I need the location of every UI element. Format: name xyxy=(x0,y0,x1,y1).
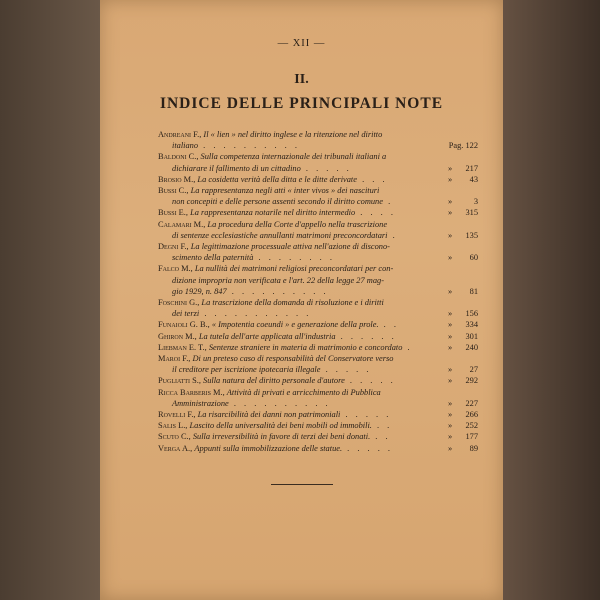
entry-title-line1: Appunti sulla immobilizzazione delle statue. xyxy=(194,443,343,453)
page-value: 292 xyxy=(465,376,478,386)
ditto-mark: » xyxy=(448,376,453,386)
leader-dots: . . . . . . . . xyxy=(253,253,335,263)
entry-text xyxy=(158,219,444,241)
entry-page xyxy=(444,252,478,263)
index-entry xyxy=(158,331,478,342)
entry-title-line1: La rappresentanza notarile nel diritto intermedio xyxy=(190,208,356,218)
entry-text xyxy=(158,297,444,319)
index-entry xyxy=(158,319,478,330)
entry-title-line2 xyxy=(158,163,444,174)
page-value: 301 xyxy=(465,331,478,341)
entry-page xyxy=(444,331,478,342)
ditto-mark: » xyxy=(448,286,453,296)
index-entry xyxy=(158,207,478,218)
entry-author: Bussi C., xyxy=(158,186,189,196)
entry-author: Calamari M., xyxy=(158,219,206,229)
leader-dots: . . . . . . xyxy=(335,331,397,341)
entry-author: Rovelli F., xyxy=(158,410,196,420)
ditto-mark: » xyxy=(448,208,453,218)
index-entry xyxy=(158,174,478,185)
entry-title-text: Amministrazione xyxy=(172,398,229,408)
page-value: 3 xyxy=(473,197,478,207)
leader-dots: . xyxy=(382,197,394,207)
page-value: Pag. 122 xyxy=(448,141,478,151)
entry-page xyxy=(444,174,478,185)
entry-title-line1: Sulla competenza internazionale dei tribunali italiani a xyxy=(200,152,387,162)
leader-dots: . xyxy=(387,230,398,240)
page-value: 81 xyxy=(469,286,478,296)
leader-dots: . . . . . . . . . . . xyxy=(199,309,312,319)
leader-dots: . . . . . . . . . . xyxy=(228,398,331,408)
ditto-mark: » xyxy=(448,410,453,420)
entry-author: Andreani F., xyxy=(158,130,202,139)
entry-title-line1: La procedura della Corte d'appello nella trascrizione xyxy=(207,219,388,229)
index-entry xyxy=(158,342,478,353)
entry-text xyxy=(158,375,444,386)
closing-rule xyxy=(271,484,333,485)
entry-title-line1: Lascito della universalità dei beni mobili od immobili. xyxy=(189,421,372,431)
leader-dots: . . . . xyxy=(355,208,396,218)
entry-author: Salis L., xyxy=(158,421,188,431)
entry-text xyxy=(158,409,444,420)
entry-author: Falco M., xyxy=(158,264,193,274)
page-value: 177 xyxy=(465,432,478,442)
entry-page xyxy=(444,342,478,353)
index-entry xyxy=(158,241,478,263)
entry-title-line2 xyxy=(158,140,444,151)
index-entry xyxy=(158,420,478,431)
entry-text xyxy=(158,241,444,263)
entry-author: Liebman E. T., xyxy=(158,342,207,352)
entry-page xyxy=(444,420,478,431)
entry-text xyxy=(158,207,444,218)
entry-author: Verga A., xyxy=(158,443,193,453)
entry-page xyxy=(444,364,478,375)
page-value: 156 xyxy=(465,309,478,319)
ditto-mark: » xyxy=(448,443,453,453)
entry-title-line1: La rappresentanza negli atti « inter vivos » dei nascituri xyxy=(190,186,380,196)
page-value: 240 xyxy=(465,342,478,352)
section-number: II. xyxy=(294,72,309,87)
entry-title-line1: La legittimazione processuale attiva nell'azione di discono- xyxy=(190,242,390,252)
entry-title-line3 xyxy=(158,286,444,297)
page-value: 315 xyxy=(465,208,478,218)
index-entry xyxy=(158,297,478,319)
entry-title-text: italiano xyxy=(172,141,199,151)
page-value: 334 xyxy=(465,320,478,330)
entry-text xyxy=(158,331,444,342)
ditto-mark: » xyxy=(448,342,453,352)
entry-author: Pugliatti S., xyxy=(158,376,201,386)
entry-author: Scuto C., xyxy=(158,432,191,442)
backdrop-left xyxy=(0,0,100,600)
entry-author: Ricca Barberis M., xyxy=(158,387,225,397)
index-entry xyxy=(158,263,478,297)
backdrop-right xyxy=(490,0,600,600)
leader-dots: . . . xyxy=(356,174,388,184)
entry-text xyxy=(158,151,444,173)
page-value: 60 xyxy=(469,253,478,263)
entry-title-text: di sentenze ecclesiastiche annullanti matrimoni preconcordatari xyxy=(172,230,388,240)
entry-page xyxy=(444,319,478,330)
entry-title-line1: La cosidetta verità della ditta e le ditte derivate xyxy=(197,174,357,184)
entry-page xyxy=(444,140,478,151)
entry-title-line1: Attività di privati e arricchimento di Pubblica xyxy=(226,387,381,397)
page-value: 252 xyxy=(465,421,478,431)
entry-title-line1: Sulla irreversibilità in favore di terzi dei beni donati. xyxy=(192,432,371,442)
entry-title-line1: La tutela dell'arte applicata all'industria xyxy=(198,331,336,341)
entry-page xyxy=(444,431,478,442)
entry-author: Ghiron M., xyxy=(158,331,197,341)
page-value: 27 xyxy=(469,365,478,375)
entry-author: Degni F., xyxy=(158,242,189,252)
page-number: — XII — xyxy=(277,38,326,49)
ditto-mark: » xyxy=(448,309,453,319)
entry-text xyxy=(158,420,444,431)
entry-title-line1: Il « lien » nel diritto inglese e la ritenzione nel diritto xyxy=(203,130,383,139)
entry-text xyxy=(158,443,444,454)
entry-title-line2 xyxy=(158,230,444,241)
leader-dots: . . xyxy=(370,432,391,442)
entry-author: Brosio M., xyxy=(158,174,196,184)
ditto-mark: » xyxy=(448,174,453,184)
entry-page xyxy=(444,398,478,409)
entry-page xyxy=(444,163,478,174)
entry-title-text: dichiarare il fallimento di un cittadino xyxy=(172,163,301,173)
entry-page xyxy=(444,443,478,454)
ditto-mark: » xyxy=(448,421,453,431)
page-value: 135 xyxy=(465,230,478,240)
entry-title-text: dizione impropria non verificata e l'art. 22 della legge 27 mag- xyxy=(172,275,384,285)
index-entry xyxy=(158,431,478,442)
ditto-mark: » xyxy=(448,365,453,375)
index-list xyxy=(158,129,478,454)
index-entry xyxy=(158,353,478,375)
entry-title-line2 xyxy=(158,275,444,286)
entry-text xyxy=(158,129,444,151)
leader-dots: . . . . . . . . . . xyxy=(226,286,329,296)
entry-title-line2 xyxy=(158,364,444,375)
index-entry xyxy=(158,185,478,207)
ditto-mark: » xyxy=(448,432,453,442)
entry-author: Maroi F., xyxy=(158,354,191,364)
leader-dots: . . . . . xyxy=(340,410,392,420)
entry-text xyxy=(158,263,444,297)
entry-author: Foschini G., xyxy=(158,298,200,308)
page-value: 266 xyxy=(465,410,478,420)
leader-dots: . . xyxy=(378,320,399,330)
entry-page xyxy=(444,286,478,297)
entry-title-text: dei terzi xyxy=(172,309,200,319)
entry-text xyxy=(158,342,444,353)
index-entry xyxy=(158,387,478,409)
leader-dots: . . . . . xyxy=(300,163,352,173)
leader-dots: . xyxy=(402,342,413,352)
page-value: 89 xyxy=(469,443,478,453)
page-value: 227 xyxy=(465,398,478,408)
index-entry xyxy=(158,129,478,151)
entry-page xyxy=(444,196,478,207)
section-title: INDICE DELLE PRINCIPALI NOTE xyxy=(159,95,444,112)
entry-text xyxy=(158,387,444,409)
index-entry xyxy=(158,151,478,173)
entry-text xyxy=(158,319,444,330)
ditto-mark: » xyxy=(448,253,453,263)
entry-author: Baldoni C., xyxy=(158,152,199,162)
entry-text xyxy=(158,174,444,185)
book-page xyxy=(100,0,503,600)
entry-title-text: non concepiti e delle persone assenti secondo il diritto comune xyxy=(172,197,383,207)
ditto-mark: » xyxy=(448,331,453,341)
page-value: 217 xyxy=(465,163,478,173)
entry-title-line1: La trascrizione della domanda di risoluzione e i diritti xyxy=(201,298,384,308)
index-entry xyxy=(158,409,478,420)
entry-title-line1: La risarcibilità dei danni non patrimoniali xyxy=(197,410,341,420)
entry-title-line2 xyxy=(158,398,444,409)
entry-title-line2 xyxy=(158,196,444,207)
entry-title-text: gio 1929, n. 847 xyxy=(172,286,227,296)
entry-title-line2 xyxy=(158,308,444,319)
ditto-mark: » xyxy=(448,398,453,408)
leader-dots: . . xyxy=(371,421,393,431)
ditto-mark: » xyxy=(448,230,453,240)
entry-title-line2 xyxy=(158,252,444,263)
leader-dots: . . . . . xyxy=(342,443,394,453)
ditto-mark: » xyxy=(448,320,453,330)
entry-page xyxy=(444,409,478,420)
entry-title-line1: Di un preteso caso di responsabilità del Conservatore verso xyxy=(192,354,394,364)
entry-title-line1: « Impotentia coeundi » e generazione della prole. xyxy=(211,320,379,330)
entry-title-text: il creditore per iscrizione ipotecaria illegale xyxy=(172,365,321,375)
entry-title-line1: La nullità dei matrimoni religiosi preconcordatari per con- xyxy=(194,264,394,274)
ditto-mark: » xyxy=(448,163,453,173)
index-entry xyxy=(158,219,478,241)
leader-dots: . . . . . xyxy=(320,365,372,375)
leader-dots: . . . . . xyxy=(344,376,396,386)
entry-author: Funaioli G. B., xyxy=(158,320,210,330)
entry-title-line1: Sentenze straniere in materia di matrimonio e concordato xyxy=(208,342,403,352)
entry-text xyxy=(158,185,444,207)
entry-page xyxy=(444,207,478,218)
page-value: 43 xyxy=(469,174,478,184)
entry-page xyxy=(444,230,478,241)
index-entry xyxy=(158,443,478,454)
entry-text xyxy=(158,353,444,375)
leader-dots: . . . . . . . . . . xyxy=(198,141,300,151)
entry-title-text: scimento della paternità xyxy=(172,253,254,263)
entry-page xyxy=(444,375,478,386)
entry-author: Bussi E., xyxy=(158,208,188,218)
entry-page xyxy=(444,308,478,319)
ditto-mark: » xyxy=(448,197,453,207)
entry-title-line1: Sulla natura del diritto personale d'autore xyxy=(203,376,345,386)
index-entry xyxy=(158,375,478,386)
entry-text xyxy=(158,431,444,442)
